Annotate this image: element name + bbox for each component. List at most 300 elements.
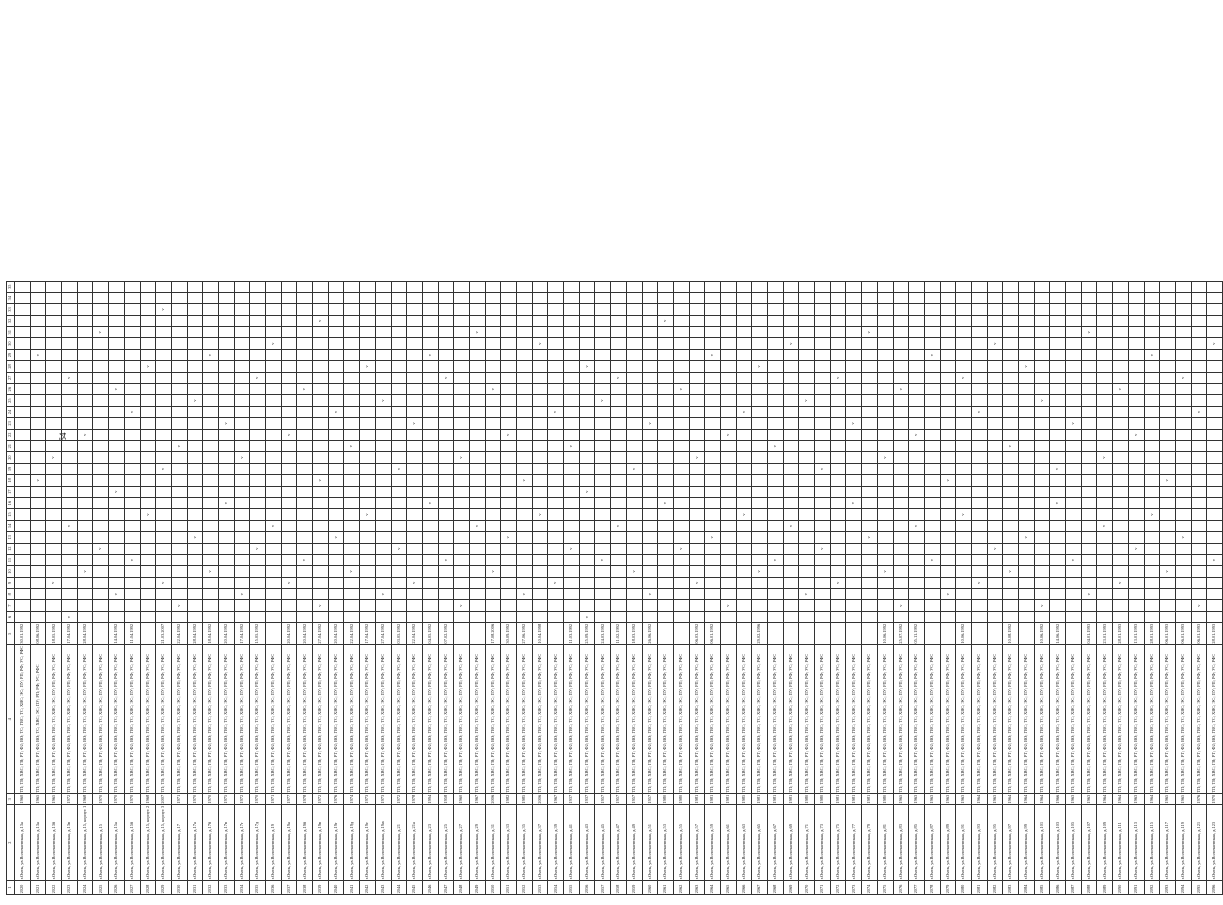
mark-cell: [1003, 406, 1019, 417]
mark-cell: [626, 611, 642, 622]
mark-cell: [862, 349, 878, 360]
mark-cell: [391, 418, 407, 429]
mark-cell: [375, 532, 391, 543]
mark-cell: [328, 452, 344, 463]
mark-cell: [218, 384, 234, 395]
mark-cell: [987, 384, 1003, 395]
mark-cell: [297, 372, 313, 383]
mark-cell: v: [689, 577, 705, 588]
mark-cell: [1019, 509, 1035, 520]
mark-cell: [1003, 532, 1019, 543]
mark-cell: [469, 452, 485, 463]
year-cell: 1978: [407, 794, 423, 805]
mark-cell: [611, 475, 627, 486]
mark-cell: [281, 281, 297, 292]
mark-cell: [1066, 327, 1082, 338]
mark-cell: [642, 361, 658, 372]
mark-cell: [171, 486, 187, 497]
mark-cell: [1081, 349, 1097, 360]
code-cell: ТП; ТВ; ХВС; ГВ; РТ; Ф2; ВО; ГВС; ТС; ХВС; ЭС; ПУ; РП; РФ; УС; РФС: [62, 645, 78, 794]
mark-cell: [815, 315, 831, 326]
mark-cell: [940, 372, 956, 383]
mark-cell: v: [830, 372, 846, 383]
mark-cell: [124, 577, 140, 588]
row-number-cell: 2063: [689, 881, 705, 895]
header-cell: 8: [7, 589, 15, 600]
mark-cell: [564, 577, 580, 588]
mark-cell: [1066, 304, 1082, 315]
mark-cell: [360, 543, 376, 554]
mark-cell: [862, 372, 878, 383]
mark-cell: [375, 304, 391, 315]
mark-cell: v: [1175, 372, 1191, 383]
mark-cell: [1160, 532, 1176, 543]
mark-cell: [799, 292, 815, 303]
mark-cell: [877, 406, 893, 417]
year-cell: 1965: [1160, 794, 1176, 805]
mark-cell: [77, 475, 93, 486]
mark-cell: [297, 292, 313, 303]
mark-cell: [250, 475, 266, 486]
mark-cell: [642, 395, 658, 406]
mark-cell: [1081, 577, 1097, 588]
mark-cell: v: [1034, 600, 1050, 611]
code-cell: ТП; ТВ; ХВС; ГВ; РТ; Ф2; ВО; ГВС; ТС; ХВС; ЭС; ПУ; РП; РФ; УС; РФС: [595, 645, 611, 794]
header-cell: 17: [7, 486, 15, 497]
date-cell: 26.06.1992: [642, 623, 658, 645]
mark-cell: [124, 452, 140, 463]
mark-cell: [407, 327, 423, 338]
mark-cell: [281, 475, 297, 486]
mark-cell: [203, 292, 219, 303]
address-cell: г.Омск, ул.Волочаевская, д.37: [532, 805, 548, 881]
mark-cell: [720, 418, 736, 429]
mark-cell: [62, 532, 78, 543]
address-cell: г.Омск, ул.Волочаевская, д.97: [1003, 805, 1019, 881]
address-cell: г.Омск, ул.Волочаевская, д.19б: [297, 805, 313, 881]
mark-cell: [799, 611, 815, 622]
mark-cell: [548, 361, 564, 372]
year-cell: 1970: [124, 794, 140, 805]
mark-cell: [46, 600, 62, 611]
mark-cell: v: [328, 406, 344, 417]
mark-cell: [156, 315, 172, 326]
code-cell: ТП; ТВ; ХВС; ГВ; РТ; Ф2; ВО; ГВС; ТС; ХВС; ЭС; ПУ; РП; РФ; УС; РФС: [391, 645, 407, 794]
mark-cell: [156, 532, 172, 543]
mark-cell: [940, 520, 956, 531]
mark-cell: [62, 441, 78, 452]
code-cell: ТП; ТВ; ХВС; ГВ; РТ; Ф2; ВО; ГВС; ТС; ХВС; ЭС; ПУ; РП; РФ; УС; РФС: [454, 645, 470, 794]
mark-cell: [218, 452, 234, 463]
mark-cell: [1050, 292, 1066, 303]
mark-cell: [1160, 304, 1176, 315]
mark-cell: [407, 486, 423, 497]
mark-cell: [218, 509, 234, 520]
mark-cell: [1003, 429, 1019, 440]
mark-cell: [171, 292, 187, 303]
mark-cell: [46, 543, 62, 554]
mark-cell: [1144, 566, 1160, 577]
mark-cell: [893, 418, 909, 429]
mark-cell: [187, 349, 203, 360]
mark-cell: [187, 611, 203, 622]
mark-cell: [830, 338, 846, 349]
mark-cell: [658, 475, 674, 486]
mark-cell: [485, 577, 501, 588]
mark-cell: v: [1066, 418, 1082, 429]
mark-cell: [830, 406, 846, 417]
mark-cell: [1097, 543, 1113, 554]
mark-cell: [140, 520, 156, 531]
mark-cell: [940, 543, 956, 554]
mark-cell: [250, 315, 266, 326]
mark-cell: v: [768, 441, 784, 452]
date-cell: 14.06.1992: [1050, 623, 1066, 645]
table-row: [30, 281, 46, 894]
mark-cell: v: [501, 532, 517, 543]
mark-cell: [1191, 532, 1207, 543]
mark-cell: [1191, 315, 1207, 326]
mark-cell: [391, 304, 407, 315]
mark-cell: [752, 429, 768, 440]
mark-cell: [344, 475, 360, 486]
mark-cell: [877, 600, 893, 611]
mark-cell: v: [30, 349, 46, 360]
mark-cell: [1113, 315, 1129, 326]
mark-cell: [266, 304, 282, 315]
mark-cell: [469, 509, 485, 520]
mark-cell: [62, 349, 78, 360]
mark-cell: v: [1144, 349, 1160, 360]
mark-cell: [1003, 384, 1019, 395]
mark-cell: [1003, 611, 1019, 622]
mark-cell: [1160, 441, 1176, 452]
mark-cell: [1066, 395, 1082, 406]
mark-cell: [987, 327, 1003, 338]
mark-cell: [909, 361, 925, 372]
mark-cell: [783, 577, 799, 588]
mark-cell: [1160, 429, 1176, 440]
mark-cell: [93, 452, 109, 463]
code-cell: ТП; ТВ; ХВС; ГВ; РТ; Ф2; ВО; ГВС; ТС; ХВС; ЭС; ПУ; РП; РФ; УС; РФС: [642, 645, 658, 794]
mark-cell: [893, 543, 909, 554]
mark-cell: [1207, 441, 1223, 452]
code-cell: ТП; ТВ; ХВС; ГВ; РТ; Ф2; ВО; ГВС; ТС; ХВС; ЭС; ПУ; РП; РФ; УС; РФС: [705, 645, 721, 794]
mark-cell: [109, 281, 125, 292]
mark-cell: [1081, 429, 1097, 440]
mark-cell: [924, 338, 940, 349]
mark-cell: [1160, 509, 1176, 520]
mark-cell: [501, 463, 517, 474]
mark-cell: [313, 520, 329, 531]
mark-cell: [611, 441, 627, 452]
mark-cell: [469, 372, 485, 383]
mark-cell: [140, 497, 156, 508]
code-cell: ТП; ТВ; ХВС; ГВ; РТ; Ф2; ВО; ГВС; ТС; ХВС; ЭС; ПУ; РП; РФ; УС; РФС: [909, 645, 925, 794]
mark-cell: [1034, 327, 1050, 338]
mark-cell: [1160, 349, 1176, 360]
mark-cell: [485, 406, 501, 417]
mark-cell: [438, 589, 454, 600]
mark-cell: [689, 338, 705, 349]
mark-cell: v: [987, 338, 1003, 349]
mark-cell: [799, 327, 815, 338]
date-cell: [987, 623, 1003, 645]
mark-cell: [124, 361, 140, 372]
mark-cell: [469, 486, 485, 497]
mark-cell: [1207, 304, 1223, 315]
mark-cell: [391, 349, 407, 360]
mark-cell: [956, 532, 972, 543]
mark-cell: [783, 327, 799, 338]
mark-cell: [77, 292, 93, 303]
mark-cell: [893, 452, 909, 463]
mark-cell: [328, 292, 344, 303]
mark-cell: [595, 315, 611, 326]
mark-cell: [1160, 315, 1176, 326]
mark-cell: [313, 418, 329, 429]
date-cell: [140, 623, 156, 645]
mark-cell: [783, 509, 799, 520]
date-cell: 27.04.1992: [313, 623, 329, 645]
mark-cell: [469, 429, 485, 440]
table-row: [313, 281, 329, 894]
mark-cell: [815, 589, 831, 600]
mark-cell: [736, 554, 752, 565]
date-cell: [469, 623, 485, 645]
mark-cell: [109, 497, 125, 508]
mark-cell: [1175, 338, 1191, 349]
mark-cell: [548, 429, 564, 440]
date-cell: 27.06.1992: [517, 623, 533, 645]
mark-cell: [564, 497, 580, 508]
mark-cell: [830, 327, 846, 338]
mark-cell: v: [313, 475, 329, 486]
mark-cell: [360, 577, 376, 588]
mark-cell: [501, 292, 517, 303]
mark-cell: [830, 429, 846, 440]
mark-cell: v: [1019, 532, 1035, 543]
address-cell: г.Омск, ул.Волочаевская, д.15, корпус 3: [156, 805, 172, 881]
mark-cell: [971, 429, 987, 440]
mark-cell: [297, 486, 313, 497]
mark-cell: [1144, 406, 1160, 417]
mark-cell: [783, 281, 799, 292]
mark-cell: [862, 338, 878, 349]
mark-cell: [140, 566, 156, 577]
mark-cell: [454, 577, 470, 588]
mark-cell: [1003, 304, 1019, 315]
mark-cell: v: [218, 497, 234, 508]
mark-cell: [171, 315, 187, 326]
mark-cell: [407, 611, 423, 622]
mark-cell: [642, 338, 658, 349]
mark-cell: [344, 611, 360, 622]
mark-cell: [909, 497, 925, 508]
mark-cell: [877, 520, 893, 531]
mark-cell: [297, 338, 313, 349]
mark-cell: [250, 611, 266, 622]
mark-cell: v: [375, 395, 391, 406]
mark-cell: [375, 475, 391, 486]
mark-cell: [1019, 520, 1035, 531]
mark-cell: [203, 327, 219, 338]
mark-cell: [1191, 327, 1207, 338]
mark-cell: [501, 486, 517, 497]
mark-cell: [171, 611, 187, 622]
mark-cell: [830, 384, 846, 395]
mark-cell: [1144, 384, 1160, 395]
mark-cell: [46, 429, 62, 440]
mark-cell: [124, 486, 140, 497]
mark-cell: [156, 292, 172, 303]
mark-cell: [1034, 361, 1050, 372]
mark-cell: [438, 327, 454, 338]
mark-cell: [266, 532, 282, 543]
mark-cell: [1050, 281, 1066, 292]
date-cell: 17.04.1992: [62, 623, 78, 645]
mark-cell: [1207, 452, 1223, 463]
mark-cell: [517, 441, 533, 452]
mark-cell: [187, 589, 203, 600]
mark-cell: [1144, 600, 1160, 611]
mark-cell: [1144, 497, 1160, 508]
mark-cell: [187, 418, 203, 429]
mark-cell: v: [297, 554, 313, 565]
mark-cell: [720, 349, 736, 360]
mark-cell: [1175, 384, 1191, 395]
mark-cell: [830, 520, 846, 531]
mark-cell: [940, 292, 956, 303]
row-number-cell: 2065: [720, 881, 736, 895]
mark-cell: [30, 338, 46, 349]
mark-cell: [626, 395, 642, 406]
mark-cell: [1128, 406, 1144, 417]
year-cell: 1981: [862, 794, 878, 805]
mark-cell: v: [46, 577, 62, 588]
address-cell: г.Омск, ул.Волочаевская, д.79: [862, 805, 878, 881]
mark-cell: [940, 566, 956, 577]
mark-cell: [266, 315, 282, 326]
row-number-cell: 2085: [1034, 881, 1050, 895]
mark-cell: [297, 600, 313, 611]
mark-cell: [234, 475, 250, 486]
code-cell: ТП; ТВ; ХВС; ГВ; РТ; Ф2; ВО; ГВС; ТС; ХВС; ЭС; ПУ; РП; РФ; УС; РФС: [124, 645, 140, 794]
mark-cell: [768, 520, 784, 531]
mark-cell: [469, 304, 485, 315]
mark-cell: [1113, 418, 1129, 429]
mark-cell: [517, 554, 533, 565]
mark-cell: v: [893, 384, 909, 395]
mark-cell: [171, 384, 187, 395]
row-number-cell: 2023: [62, 881, 78, 895]
mark-cell: [438, 463, 454, 474]
mark-cell: [15, 406, 31, 417]
mark-cell: [407, 372, 423, 383]
mark-cell: [344, 327, 360, 338]
table-row: [469, 281, 485, 894]
mark-cell: [846, 486, 862, 497]
mark-cell: [218, 338, 234, 349]
mark-cell: [375, 543, 391, 554]
code-cell: ТП; ТВ; ХВС; ГВ; РТ; Ф2; ВО; ГВС; ТС; ХВС; ЭС; ПУ; РП; РФ; УС; РФС: [93, 645, 109, 794]
table-row: [375, 281, 391, 894]
mark-cell: [862, 452, 878, 463]
mark-cell: [438, 384, 454, 395]
mark-cell: [1128, 361, 1144, 372]
mark-cell: [517, 452, 533, 463]
mark-cell: [1034, 486, 1050, 497]
mark-cell: [940, 395, 956, 406]
address-cell: г.Омск, ул.Волочаевская, д.17б: [203, 805, 219, 881]
mark-cell: v: [720, 600, 736, 611]
mark-cell: [626, 589, 642, 600]
date-cell: 28.04.1992: [77, 623, 93, 645]
mark-cell: [313, 429, 329, 440]
mark-cell: [1175, 600, 1191, 611]
mark-cell: [1160, 338, 1176, 349]
mark-cell: [752, 452, 768, 463]
mark-cell: [689, 509, 705, 520]
mark-cell: [877, 304, 893, 315]
mark-cell: [909, 338, 925, 349]
mark-cell: [1113, 600, 1129, 611]
mark-cell: [1207, 566, 1223, 577]
address-cell: г.Омск, ул.Волочаевская, д.115: [1144, 805, 1160, 881]
date-cell: [862, 623, 878, 645]
mark-cell: [328, 577, 344, 588]
table-row: [815, 281, 831, 894]
code-cell: ТП; ТВ; ХВС; ГВ; РТ; Ф2; ВО; ГВС; ТС; ХВС; ЭС; ПУ; РП; РФ; УС; РФС: [1081, 645, 1097, 794]
mark-cell: [579, 292, 595, 303]
mark-cell: [438, 475, 454, 486]
mark-cell: [407, 475, 423, 486]
mark-cell: [407, 406, 423, 417]
row-number-cell: 2034: [234, 881, 250, 895]
row-number-cell: 2036: [266, 881, 282, 895]
mark-cell: v: [454, 452, 470, 463]
mark-cell: [909, 554, 925, 565]
mark-cell: [156, 418, 172, 429]
mark-cell: [1003, 543, 1019, 554]
mark-cell: [266, 327, 282, 338]
mark-cell: [15, 486, 31, 497]
year-cell: 1981: [783, 794, 799, 805]
mark-cell: [595, 292, 611, 303]
mark-cell: [548, 600, 564, 611]
mark-cell: [1050, 384, 1066, 395]
mark-cell: [1034, 349, 1050, 360]
address-cell: г.Омск, ул.Волочаевская, д.123: [1207, 805, 1223, 881]
row-number-cell: 2052: [517, 881, 533, 895]
mark-cell: [658, 486, 674, 497]
mark-cell: [124, 292, 140, 303]
mark-cell: [1003, 395, 1019, 406]
mark-cell: [548, 418, 564, 429]
mark-cell: [877, 486, 893, 497]
mark-cell: [595, 406, 611, 417]
mark-cell: [673, 315, 689, 326]
mark-cell: v: [281, 577, 297, 588]
mark-cell: [815, 384, 831, 395]
mark-cell: [218, 475, 234, 486]
mark-cell: [297, 509, 313, 520]
mark-cell: [485, 292, 501, 303]
mark-cell: [830, 566, 846, 577]
row-number-cell: 2033: [218, 881, 234, 895]
mark-cell: [250, 532, 266, 543]
mark-cell: [297, 611, 313, 622]
